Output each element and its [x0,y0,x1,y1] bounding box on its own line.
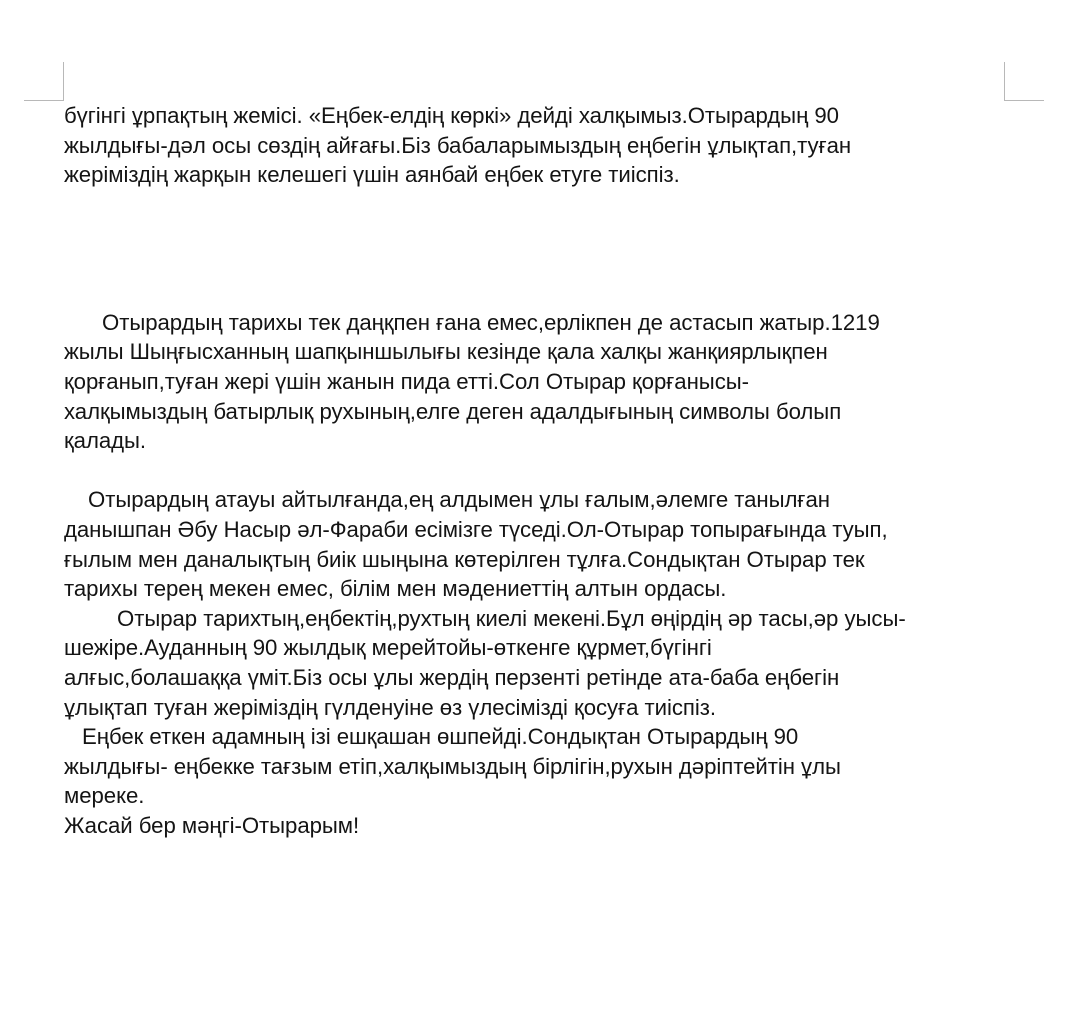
text-line: қалады. [64,428,147,454]
closing-line: Жасай бер мәңгі-Отырарым! [64,812,360,838]
text-line: ұлықтап туған жеріміздің гүлденуіне өз үлесімізді қосуға тиіспіз. [64,694,716,720]
text-line: қорғанып,туған жері үшін жанын пида етті.Сол Отырар қорғанысы- [64,368,749,394]
text-line: бүгінгі ұрпақтың жемісі. «Еңбек-елдің көркі» дейді халқымыз.Отырардың 90 [64,103,839,128]
paragraph-intro [64,101,1024,190]
text-line: данышпан Әбу Насыр әл-Фараби есімізге түседі.Ол-Отырар топырағында туып, [64,516,888,542]
paragraph-sacred [64,604,1024,722]
text-line: жылдығы-дәл осы сөздің айғағы.Біз бабаларымыздың еңбегін ұлықтап,туған [64,132,852,158]
text-line: Отырардың тарихы тек даңқпен ғана емес,ерлікпен де астасып жатыр.1219 [102,309,880,335]
text-line: алғыс,болашаққа үміт.Біз осы ұлы жердің перзенті ретінде ата-баба еңбегін [64,664,840,690]
text-line: Отырар тарихтың,еңбектің,рухтың киелі мекені.Бұл өңірдің әр тасы,әр уысы- [117,605,906,631]
text-line: халқымыздың батырлық рухының,елге деген адалдығының символы болып [64,398,842,424]
text-line: Еңбек еткен адамның ізі ешқашан өшпейді.Сондықтан Отырардың 90 [82,724,799,750]
document-body [64,101,1024,840]
crop-mark-top-left-horizontal [24,100,64,101]
text-line: мереке. [64,783,145,809]
text-line: жылдығы- еңбекке тағзым етіп,халқымыздың бірлігін,рухын дәріптейтін ұлы [64,753,841,779]
text-line: Отырардың атауы айтылғанда,ең алдымен ұлы ғалым,әлемге танылған [88,487,830,513]
text-line: шежіре.Ауданның 90 жылдық мерейтойы-өткенге құрмет,бүгінгі [64,635,712,661]
text-line: ғылым мен даналықтың биік шыңына көтерілген тұлға.Сондықтан Отырар тек [64,546,865,572]
text-line: жылы Шыңғысханның шапқыншылығы кезінде қала халқы жанқиярлықпен [64,339,828,365]
paragraph-history [64,308,1024,456]
text-line: тарихы терең мекен емес, білім мен мәдениеттің алтын ордасы. [64,576,727,602]
paragraph-labor [64,722,1024,811]
text-line: жеріміздің жарқын келешегі үшін аянбай еңбек етуге тиіспіз. [64,162,680,188]
blank-space [64,190,1024,308]
crop-mark-top-right-vertical [1004,62,1005,100]
paragraph-farabi [64,485,1024,603]
crop-mark-top-left-vertical [63,62,64,100]
blank-line [64,456,1024,486]
